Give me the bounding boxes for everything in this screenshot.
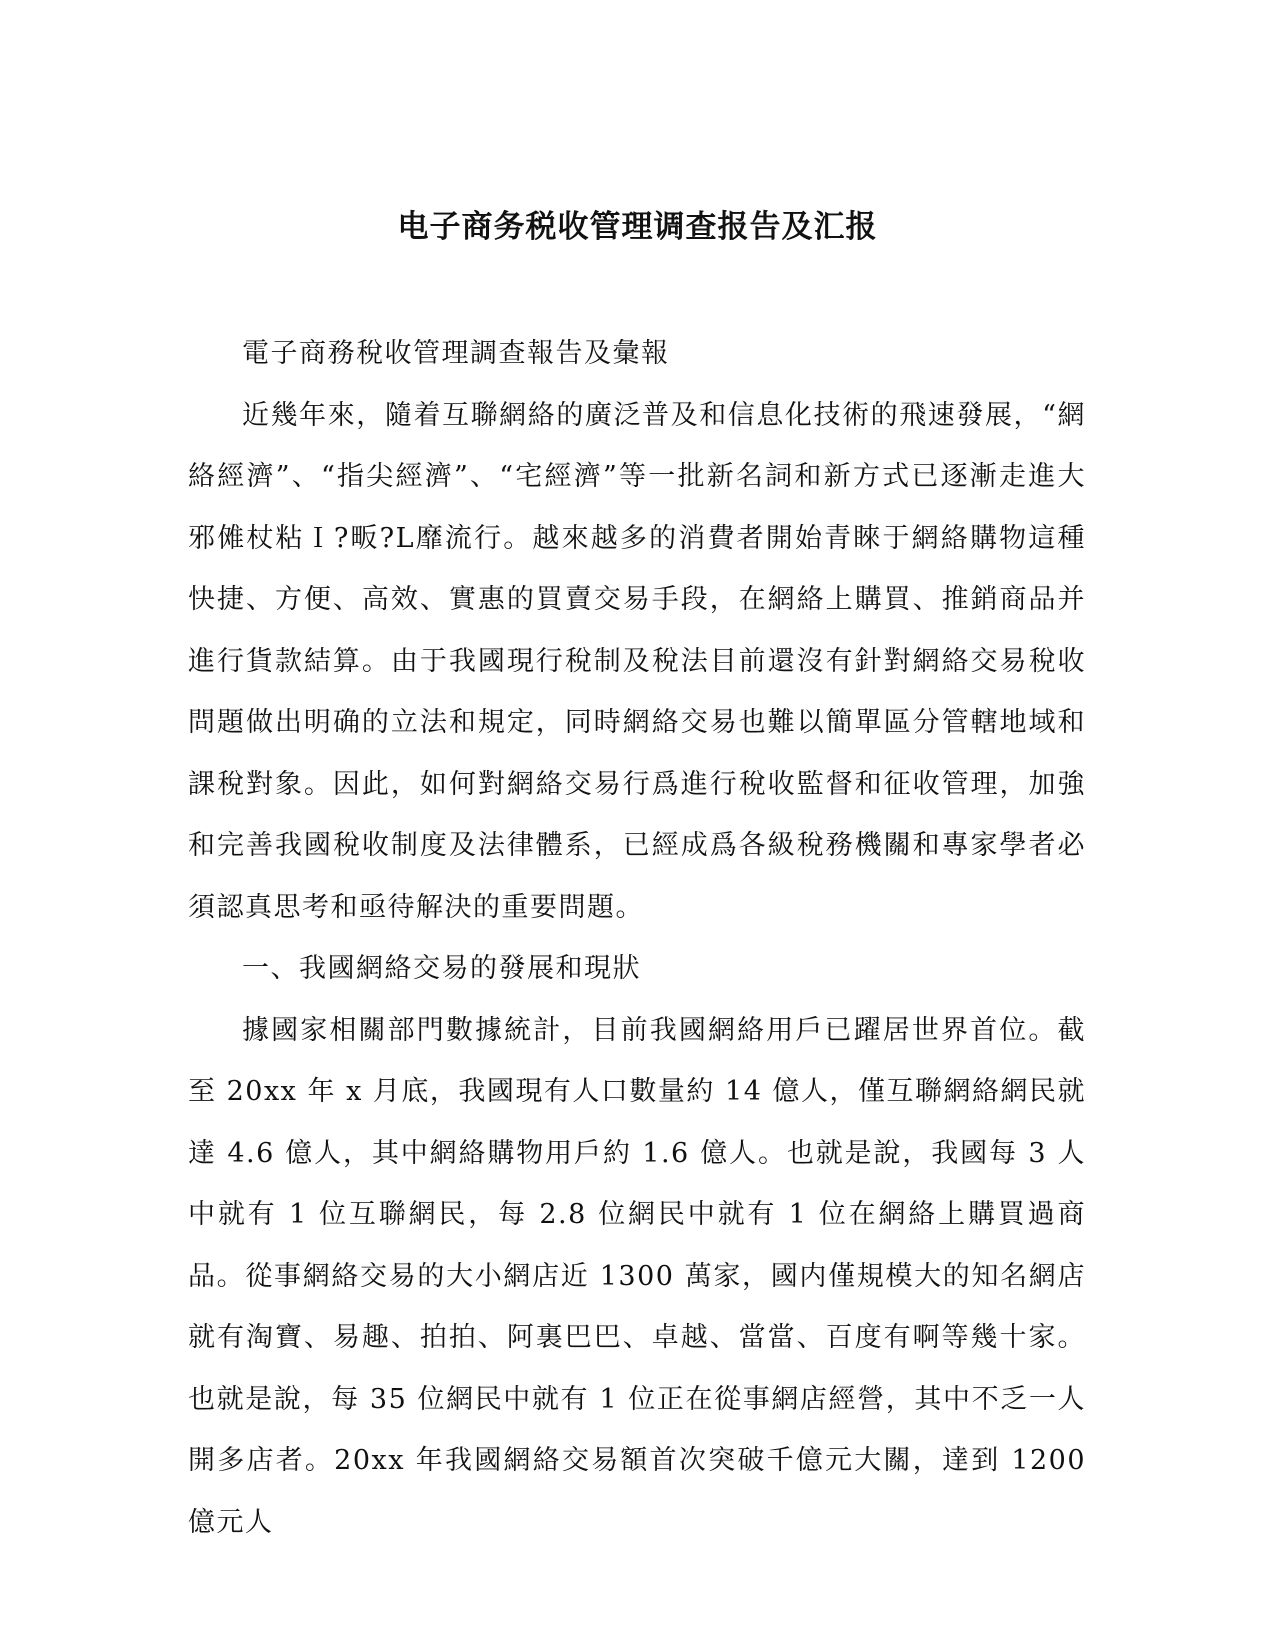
document-body [188, 323, 1086, 1553]
section-heading: 一、我國網絡交易的發展和現狀 [242, 953, 641, 984]
document-title: 电子商务税收管理调查报告及汇报 [397, 209, 878, 245]
statistics-paragraph: 據國家相關部門數據統計，目前我國網絡用戶已躍居世界首位。截至 20xx 年 x 月底，我國現有人口數量約 14 億人，僅互聯網絡網民就達 4.6 億人，其中網絡購物用戶約 1.6 億人。也就是說，我國每 3 人中就有 1 位互聯網民，每 2.8 位網民中就有 1 位在網絡上購買過商品。從事網絡交易的大小網店近 1300 萬家，國内僅規模大的知名網店就有淘寶、易趣、拍拍、阿裏巴巴、卓越、當當、百度有啊等幾十家。也就是說，每 35 位網民中就有 1 位正在從事網店經營，其中不乏一人開多店者。20xx 年我國網絡交易額首次突破千億元大關，達到 1200 億元人 [188, 1014, 1086, 1538]
intro-paragraph: 近幾年來，隨着互聯網絡的廣泛普及和信息化技術的飛速發展，“網絡經濟”、“指尖經濟”、“宅經濟”等一批新名詞和新方式已逐漸走進大邪傩杖粘Ｉ?畈?L靡流行。越來越多的消費者開始青睞于網絡購物這種快捷、方便、高效、實惠的買賣交易手段，在網絡上購買、推銷商品并進行貨款結算。由于我國現行稅制及稅法目前還沒有針對網絡交易稅收問題做出明确的立法和規定，同時網絡交易也難以簡單區分管轄地域和課稅對象。因此，如何對網絡交易行爲進行稅收監督和征收管理，加強和完善我國稅收制度及法律體系，已經成爲各級稅務機關和專家學者必須認真思考和亟待解決的重要問題。 [188, 399, 1086, 923]
subtitle-paragraph: 電子商務稅收管理調查報告及彙報 [242, 338, 670, 369]
